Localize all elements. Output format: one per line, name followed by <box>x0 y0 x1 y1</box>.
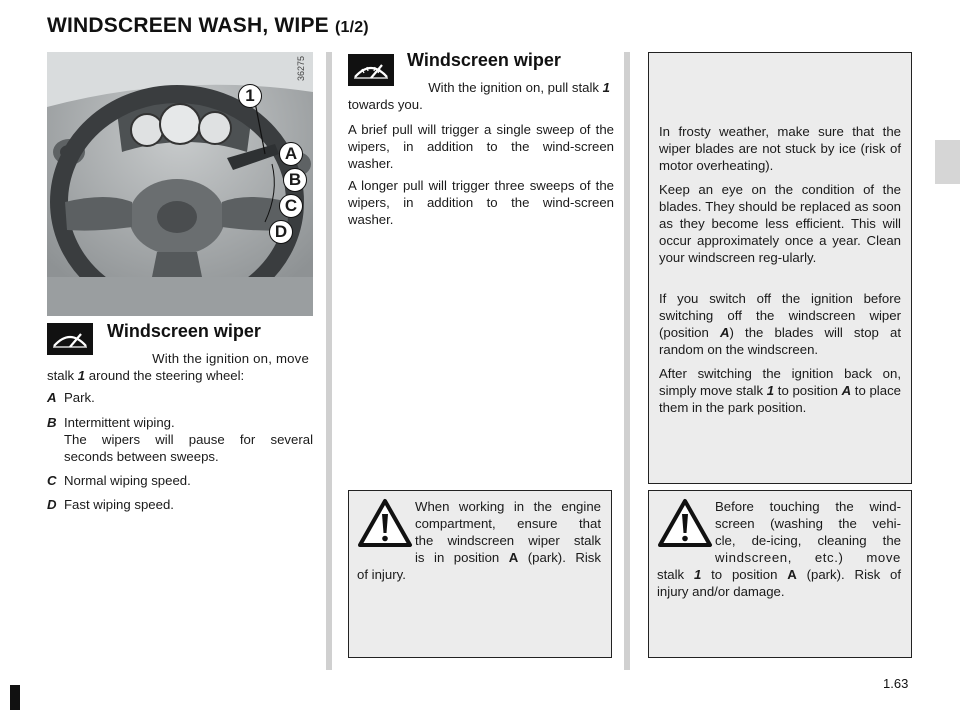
middle-section-heading: Windscreen wiper <box>407 50 561 70</box>
callout-a: A <box>279 142 303 166</box>
left-intro-line2: stalk 1 around the steering wheel: <box>47 368 245 383</box>
left-intro-line1: With the ignition on, move <box>152 351 309 366</box>
callout-c: C <box>279 194 303 218</box>
warning-triangle-icon <box>357 498 413 548</box>
middle-intro-line1: With the ignition on, pull stalk 1 <box>428 80 610 95</box>
right-para-1: In frosty weather, make sure that the wiper blades are not stuck by ice (risk of motor overheating). <box>659 124 901 173</box>
frost-info-box <box>648 52 912 484</box>
figure-reference-number: 36275 <box>296 56 306 82</box>
section-tab-marker <box>935 140 960 184</box>
windscreen-warning-text-end: stalk 1 to position A (park). Risk of injury and/or damage. <box>657 567 902 599</box>
windscreen-washer-icon <box>348 54 394 86</box>
page-number: 1.63 <box>883 676 909 691</box>
middle-para-1: A brief pull will trigger a single sweep of the wipers, in addition to the wind-screen washer. <box>348 122 614 171</box>
engine-warning-text: When working in the engine compartment, ensure that the windscreen wiper stalk is in position A (park). Risk <box>415 499 601 565</box>
right-para-3: If you switch off the ignition before switching off the windscreen wiper (position A) the blades will stop at random on the windscreen. <box>659 291 901 357</box>
windscreen-warning-box <box>648 490 912 658</box>
column-divider <box>624 52 630 670</box>
page-title-suffix: (1/2) <box>334 19 369 36</box>
right-para-4: After switching the ignition back on, simply move stalk 1 to position A to place them in the park position. <box>659 366 901 415</box>
page-title: WINDSCREEN WASH, WIPE (1/2) <box>47 14 369 37</box>
callout-1: 1 <box>238 84 262 108</box>
steering-wheel-figure <box>47 52 313 316</box>
warning-triangle-icon <box>657 498 713 548</box>
middle-intro-line2: towards you. <box>348 97 423 112</box>
engine-warning-text-end: of injury. <box>357 567 406 582</box>
middle-para-2: A longer pull will trigger three sweeps of the wipers, in addition to the wind-screen washer. <box>348 178 614 227</box>
callout-b: B <box>283 168 307 192</box>
footer-mark <box>10 685 20 710</box>
windscreen-warning-text: Before touching the wind- screen (washing the vehi- cle, de-icing, cleaning the windscreen, etc.) move <box>715 499 901 565</box>
position-b: B Intermittent wiping. The wipers will pause for several seconds between sweeps. <box>47 415 313 464</box>
windscreen-wiper-icon <box>47 323 93 355</box>
right-para-2: Keep an eye on the condition of the blades. They should be replaced as soon as they become less efficient. This will occur approximately once a year. Clean your windscreen reg-ularly. <box>659 182 901 265</box>
left-section-heading: Windscreen wiper <box>107 321 261 341</box>
callout-d: D <box>269 220 293 244</box>
column-divider <box>326 52 332 670</box>
engine-warning-box <box>348 490 612 658</box>
